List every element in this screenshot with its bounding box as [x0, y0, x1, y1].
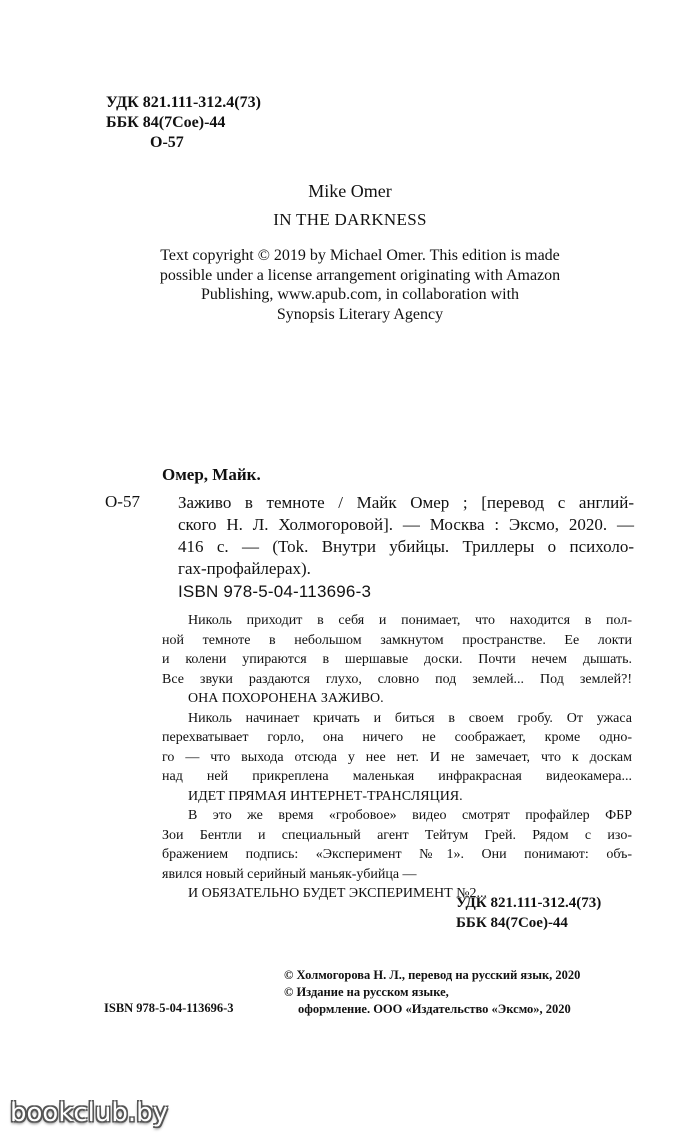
copyright-line: Synopsis Literary Agency — [276, 305, 444, 323]
biblio-line: 416 с. — (Tok. Внутри убийцы. Триллеры о психоло- — [178, 537, 634, 556]
annotation-line: ИДЕТ ПРЯМАЯ ИНТЕРНЕТ-ТРАНСЛЯЦИЯ. — [188, 788, 463, 804]
biblio-line: гах-профайлерах). — [178, 559, 311, 578]
bottom-classification-codes — [456, 893, 601, 933]
edition-rights-cont: оформление. ООО «Издательство «Эксмо», 2020 — [298, 1002, 571, 1016]
catalog-author: Омер, Майк. — [162, 465, 261, 484]
annotation-line: бражением подпись: «Эксперимент №1». Они понимают: объ- — [162, 847, 632, 862]
copyright-line: possible under a license arrangement originating with Amazon — [159, 266, 561, 284]
original-author: Mike Omer — [308, 181, 392, 201]
bbk-code: ББК 84(7Сое)-44 — [456, 915, 568, 931]
annotation-line: перехватывает горло, она ничего не соображает, кроме одно- — [162, 730, 632, 745]
biblio-line: Заживо в темноте / Майк Омер ; [перевод с англий- — [178, 493, 634, 512]
copyright-line: Publishing, www.apub.com, in collaboration with — [200, 286, 520, 303]
annotation-line: Николь начинает кричать и биться в своем гробу. От ужаса — [188, 710, 632, 726]
annotation-line: и колени упираются в шершавые доски. Почти нечем дышать. — [162, 652, 632, 667]
annotation-line: ОНА ПОХОРОНЕНА ЗАЖИВО. — [188, 691, 384, 706]
watermark: bookclub.by — [10, 1098, 169, 1128]
original-title: IN THE DARKNESS — [273, 210, 427, 229]
edition-rights: © Издание на русском языке, — [284, 985, 449, 999]
author-mark-code: О-57 — [150, 134, 184, 151]
annotation-line: В это же время «гробовое» видео смотрят профайлер ФБР — [188, 808, 632, 823]
annotation-line: Зои Бентли и специальный агент Тейтум Грей. Рядом с изо- — [162, 827, 632, 843]
annotation-line: над ней прикреплена маленькая инфракрасная видеокамера... — [162, 769, 632, 784]
catalog-code: О-57 — [105, 492, 140, 511]
annotation-line: ной темноте в небольшом замкнутом пространстве. Ее локти — [162, 632, 632, 648]
annotation — [162, 611, 632, 904]
isbn-main: ISBN 978-5-04-113696-3 — [178, 582, 372, 601]
rights-notice — [284, 967, 580, 1018]
annotation-line: Николь приходит в себя и понимает, что находится в пол- — [188, 613, 632, 628]
copyright-line: Text copyright © 2019 by Michael Omer. This edition is made — [160, 247, 560, 264]
udk-code: УДК 821.111-312.4(73) — [456, 895, 602, 911]
copyright-notice — [100, 246, 620, 324]
bbk-code: ББК 84(7Сое)-44 — [106, 114, 226, 131]
translation-rights: © Холмогорова Н. Л., перевод на русский язык, 2020 — [284, 968, 581, 982]
isbn-bottom: ISBN 978-5-04-113696-3 — [104, 1001, 234, 1015]
annotation-line: Все звуки раздаются глухо, словно под землей... Под землей?! — [162, 671, 632, 687]
annotation-line: явился новый серийный маньяк-убийца — — [162, 866, 417, 882]
top-classification-codes — [106, 93, 261, 153]
udk-code: УДК 821.111-312.4(73) — [106, 94, 261, 111]
annotation-line: И ОБЯЗАТЕЛЬНО БУДЕТ ЭКСПЕРИМЕНТ №2... — [188, 886, 488, 901]
annotation-line: го — что выхода отсюда у нее нет. И не замечает, что к доскам — [162, 749, 632, 765]
bibliographic-description — [178, 492, 634, 580]
biblio-line: ского Н. Л. Холмогоровой]. — Москва : Эксмо, 2020. — — [178, 515, 634, 534]
